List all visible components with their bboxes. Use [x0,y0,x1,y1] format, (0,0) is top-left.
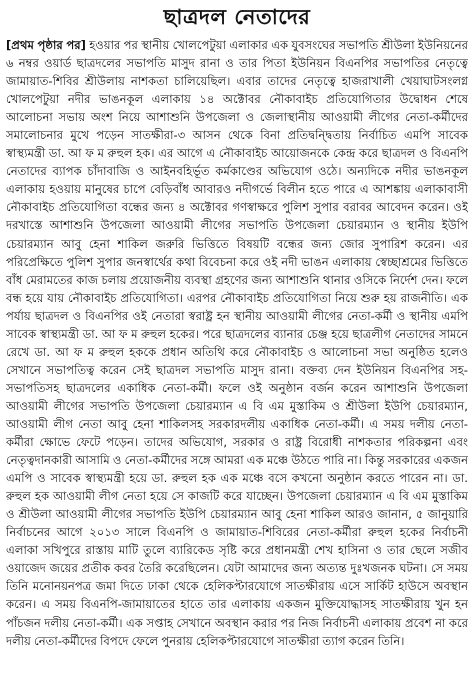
article-body [6,36,468,650]
article-body-text: হওয়ার পর স্থানীয় খোলপেটুয়া এলাকার এক যুবসংঘের সভাপতি শ্রীউলা ইউনিয়নের ৬ নম্বর ওয়ার্ড ছাত্রদলের সভাপতি মাসুদ রানা ও তার পিতা ইউনিয়ন বিএনপির সভাপতির নেতৃত্বে জামায়াত-শিবির শ্রীউলায় নাশকতা চালিয়েছিল। এবার তাদের নেতৃত্বে হাজরাখালী খেয়াঘাটসংলগ্ন খোলপেটুয়া নদীর ভাঙনকূল এলাকায় ১৪ অক্টোবর নৌকাবাইচ প্রতিযোগিতার উদ্বোধন শেষে আলোচনা সভায় অংশ নিয়ে আশাশুনি উপজেলা ও জেলাস্থানীয় আওয়ামী লীগের নেতা-কর্মীদের সমালোচনার মুখে পড়েন সাতক্ষীরা-৩ আসন থেকে বিনা প্রতিদ্বন্দ্বিতায় নির্বাচিত এমপি সাবেক স্বাস্থ্যমন্ত্রী ডা. আ ফ ম রুহুল হক। এর আগে এ নৌকাবাইচ আয়োজনকে কেন্দ্র করে ছাত্রদল ও বিএনপি নেতাদের ব্যাপক চাঁদাবাজি ও আইনবহির্ভূত কর্মকাণ্ডের অভিযোগ ওঠে। অন্যদিকে নদীর ভাঙনকূল এলাকায় হওয়ায় মানুষের চাপে বেড়িবাঁধ আবারও নদীগর্ভে বিলীন হতে পারে এ আশঙ্কায় এলাকাবাসী নৌকাবাইচ প্রতিযোগিতা বন্ধের জন্য ৪ অক্টোবর গণস্বাক্ষরে পুলিশ সুপার বরাবর আবেদন করেন। ওই দরখাস্তে আশাশুনি উপজেলা আওয়ামী লীগের সভাপতি উপজেলা চেয়ারম্যান ও স্থানীয় ইউপি চেয়ারম্যান আবু হেনা শাকিল জরুরি ভিত্তিতে বিষয়টি বন্ধের জন্য জোর সুপারিশ করেন। এর পরিপ্রেক্ষিতে পুলিশ সুপার জনস্বার্থের কথা বিবেচনা করে ওই নদী ভাঙন এলাকায় স্বেচ্ছাশ্রমের ভিত্তিতে বাঁধ মেরামতের কাজ চলায় প্রয়োজনীয় ব্যবস্থা গ্রহণের জন্য আশাশুনি থানার ওসিকে নির্দেশ দেন। ফলে বন্ধ হয়ে যায় নৌকাবাইচ প্রতিযোগিতা। এরপর নৌকাবাইচ প্রতিযোগিতা নিয়ে শুরু হয় রাজনীতি। এক পর্যায় ছাত্রদল ও বিএনপির ওই নেতারা স্বরাষ্ট্র হন স্থানীয় আওয়ামী লীগের নেতা-কর্মী ও স্থানীয় এমপি সাবেক স্বাস্থ্যমন্ত্রী ডা. আ ফ ম রুহুল হকের। পরে ছাত্রদলের ব্যানার চেঞ্জ হয়ে ছাত্রলীগ নেতাদের সামনে রেখে ডা. আ ফ ম রুহুল হককে প্রধান অতিথি করে নৌকাবাইচ ও আলোচনা সভা অনুষ্ঠিত হলেও সেখানে সভাপতিত্ব করেন সেই ছাত্রদল সভাপতি মাসুদ রানা। বক্তব্য দেন ইউনিয়ন বিএনপির সহ-সভাপতিসহ ছাত্রদলের একাধিক নেতা-কর্মী। ফলে ওই অনুষ্ঠান বর্জন করেন আশাশুনি উপজেলা আওয়ামী লীগের সভাপতি উপজেলা চেয়ারম্যান এ বি এম মুস্তাকিম ও শ্রীউলা ইউপি চেয়ারম্যান, আওয়ামী লীগ নেতা আবু হেনা শাকিলসহ সরকারদলীয় একাধিক নেতা-কর্মী। এ সময় দলীয় নেতা-কর্মীরা ক্ষোভে ফেটে পড়েন। তাদের অভিযোগ, সরকার ও রাষ্ট্র বিরোধী নাশকতার পরিকল্পনা এবং নেতৃত্বদানকারী আসামি ও নেতা-কর্মীদের সঙ্গে আমরা এক মঞ্চে উঠতে পারি না। কিন্তু সরকারের একজন এমপি ও সাবেক স্বাস্থ্যমন্ত্রী হয়ে ডা. রুহুল হক এক মঞ্চে বসে কখনো অনুষ্ঠান করতে পারেন না। ডা. রুহুল হক আওয়ামী লীগ নেতা হয়ে সে কাজটি করে যাচ্ছেন। উপজেলা চেয়ারম্যান এ বি এম মুস্তাকিম ও শ্রীউলা আওয়ামী লীগের সভাপতি ইউপি চেয়ারম্যান আবু হেনা শাকিল আরও জানান, ৫ জানুয়ারি নির্বাচনের আগে ২০১৩ সালে বিএনপি ও জামায়াত-শিবিরের নেতা-কর্মীরা রুহুল হকের নির্বাচনী এলাকা সখিপুরে রাস্তায় মাটি তুলে ব্যারিকেড সৃষ্টি করে প্রধানমন্ত্রী শেখ হাসিনা ও তার ছেলে সজীব ওয়াজেদ জয়ের প্রতীক কবর তৈরি করেছিলেন। যেটা আমাদের জন্য অত্যন্ত দুঃখজনক ঘটনা। সে সময় তিনি মনোনয়নপত্র জমা দিতে ঢাকা থেকে হেলিকপ্টারযোগে সাতক্ষীরায় এসে সার্কিট হাউসে অবস্থান করেন। এ সময় বিএনপি-জামায়াতের হাতে তার এলাকায় একজন মুক্তিযোদ্ধাসহ সাতক্ষীরায় খুন হন পাঁচজন দলীয় নেতা-কর্মী। এক সপ্তাহ সেখানে অবস্থান করার পর নিজ নির্বাচনী এলাকায় প্রবেশ না করে দলীয় নেতা-কর্মীদের বিপদে ফেলে পুনরায় হেলিকপ্টারযোগে সাতক্ষীরা ত্যাগ করেন তিনি। [6,38,468,648]
continuation-label: [প্রথম পৃষ্ঠার পর] [6,38,86,52]
article-headline: ছাত্রদল নেতাদের [163,5,311,29]
news-article [6,2,468,692]
